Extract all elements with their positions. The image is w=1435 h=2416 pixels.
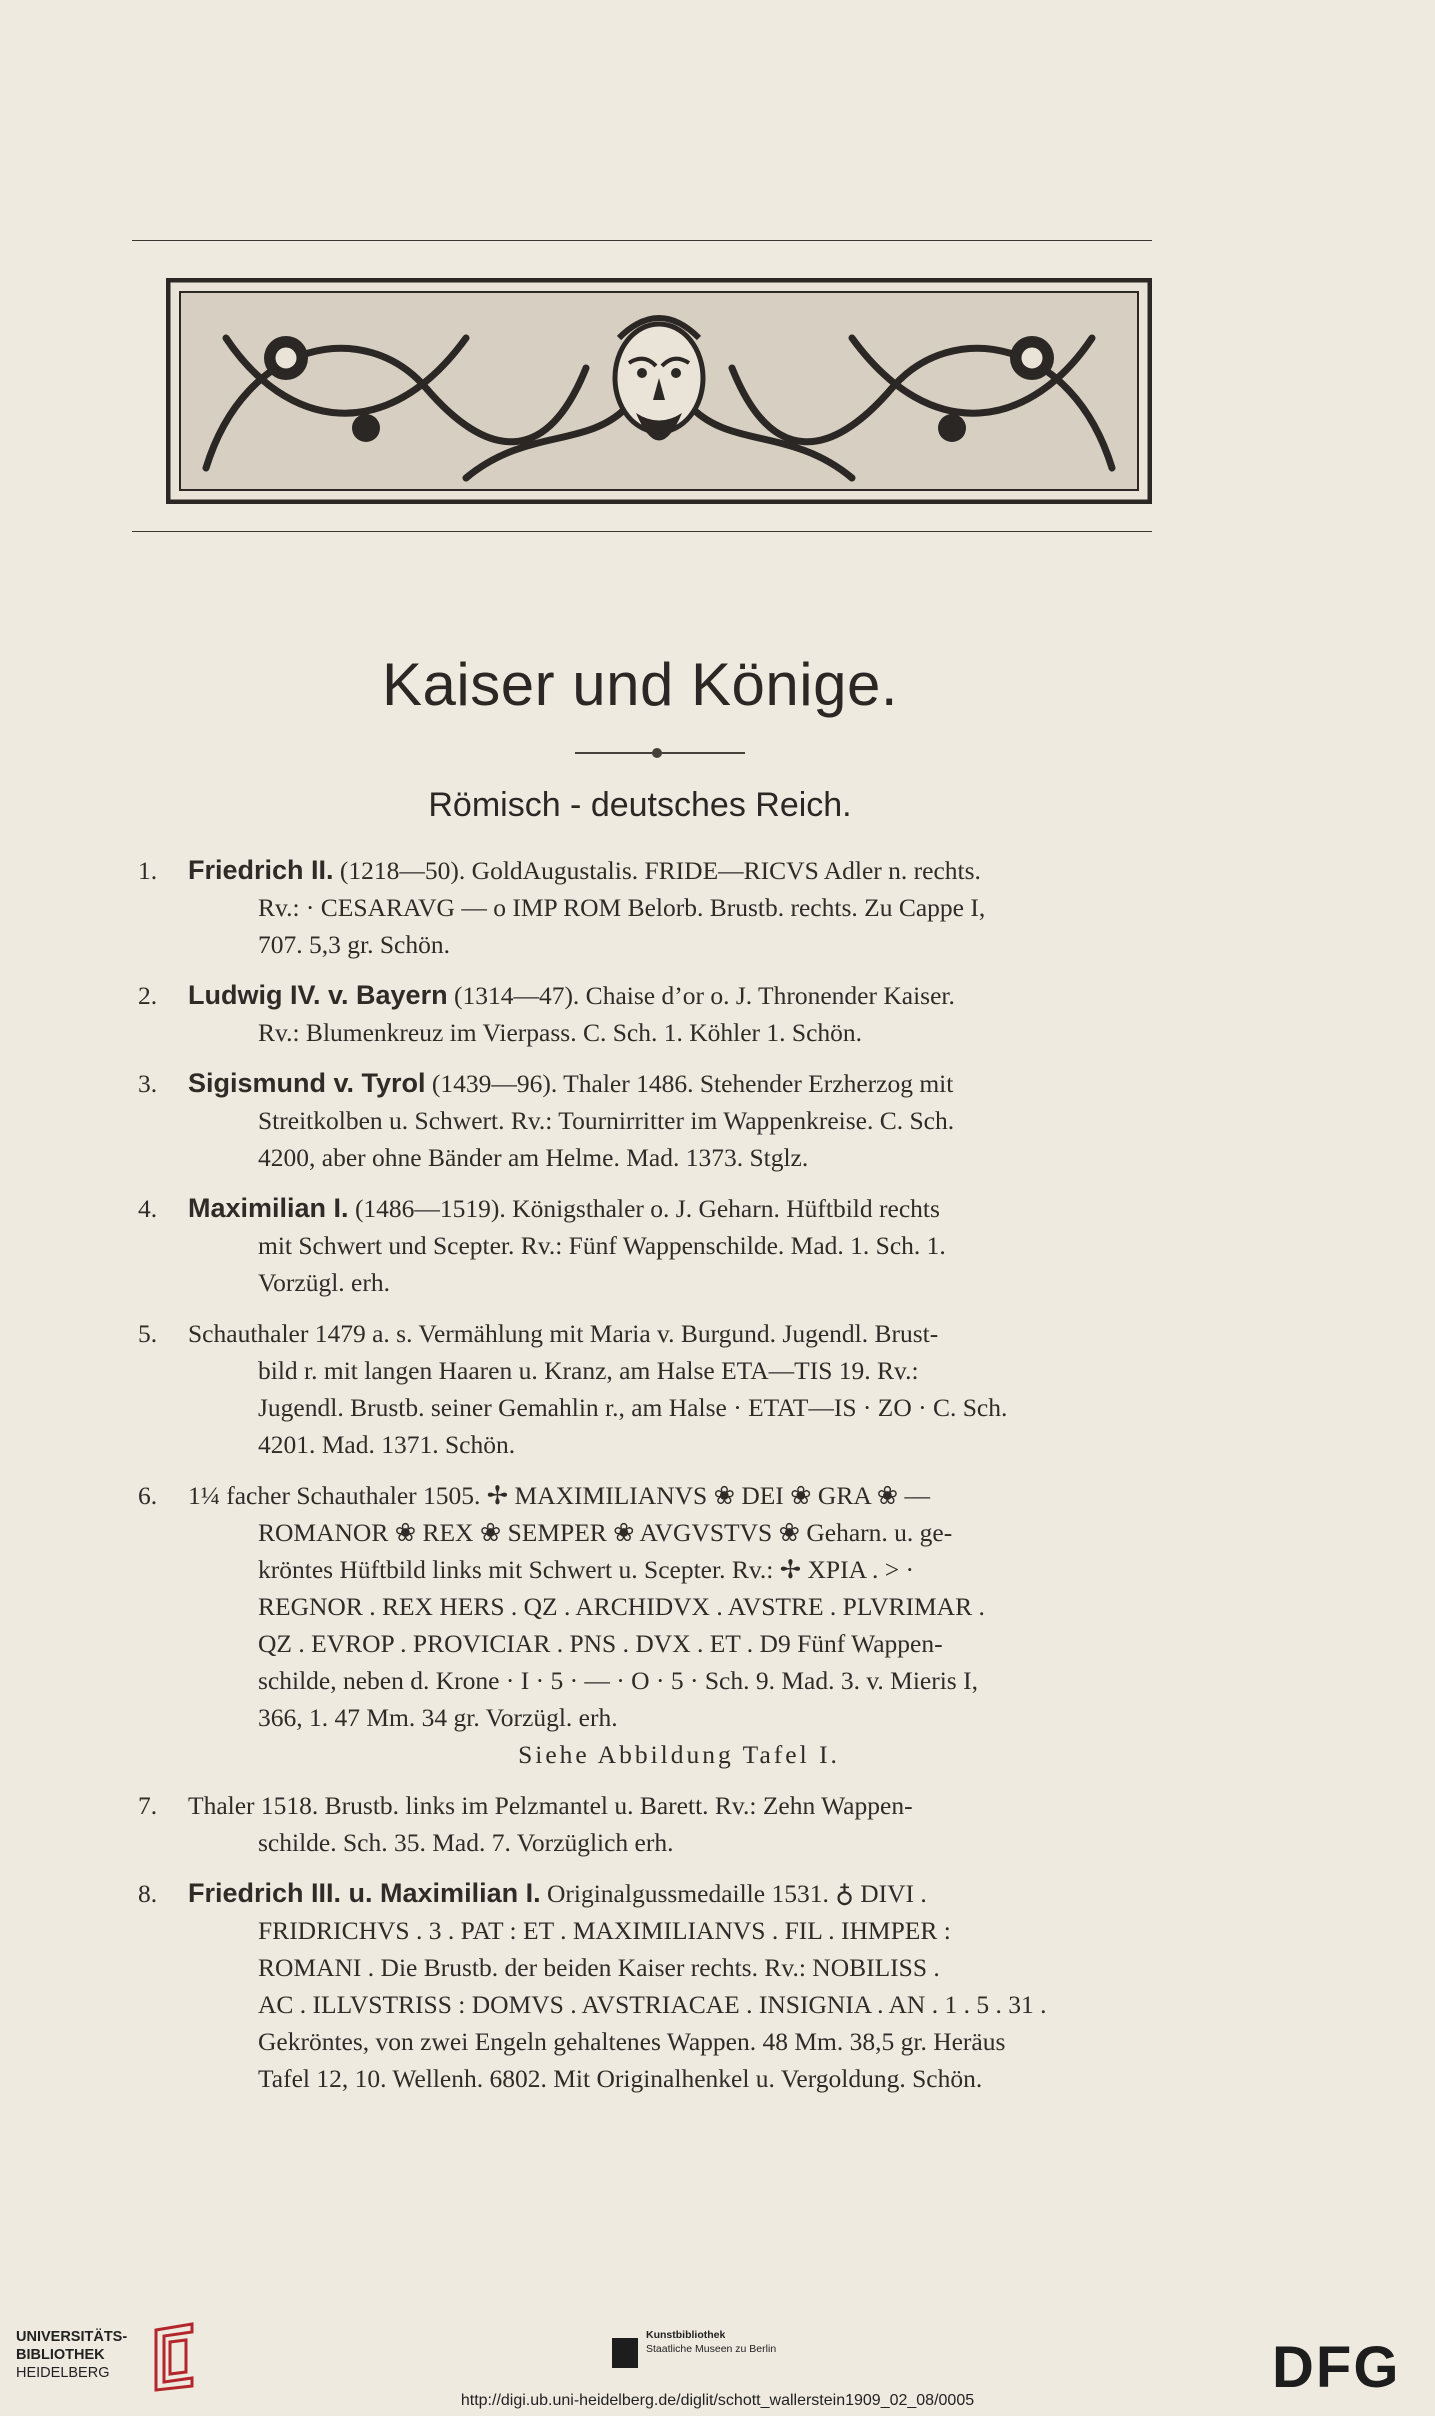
catalog-entries: [138, 852, 1170, 2111]
entry-line: kröntes Hüftbild links mit Schwert u. Scepter. Rv.: ✢ XPIA . > ·: [258, 1555, 914, 1584]
entry-text: (1439—96). Thaler 1486. Stehender Erzherzog mit: [425, 1069, 954, 1098]
entry-line: mit Schwert und Scepter. Rv.: Fünf Wappenschilde. Mad. 1. Sch. 1.: [258, 1231, 946, 1260]
entry-line: 4201. Mad. 1371. Schön.: [258, 1430, 516, 1459]
entry-name: Ludwig IV. v. Bayern: [188, 980, 448, 1010]
entry-line: Tafel 12, 10. Wellenh. 6802. Mit Originalhenkel u. Vergoldung. Schön.: [258, 2064, 983, 2093]
ub-logo-line: BIBLIOTHEK: [16, 2347, 105, 2363]
entry-line: Schauthaler 1479 a. s. Vermählung mit Maria v. Burgund. Jugendl. Brust-: [188, 1319, 939, 1348]
entry-line: Thaler 1518. Brustb. links im Pelzmantel u. Barett. Rv.: Zehn Wappen-: [188, 1791, 913, 1820]
dfg-logo[interactable]: DFG: [1272, 2335, 1401, 2400]
entry-line: 366, 1. 47 Mm. 34 gr. Vorzügl. erh.: [258, 1703, 618, 1732]
entry-number: 2.: [138, 981, 158, 1010]
entry-number: 3.: [138, 1069, 158, 1098]
entry-line: Streitkolben u. Schwert. Rv.: Tournirritter im Wappenkreise. C. Sch.: [258, 1106, 955, 1135]
entry-text: Originalgussmedaille 1531. ♁ DIVI .: [540, 1879, 927, 1908]
entry-line: Jugendl. Brustb. seiner Gemahlin r., am Halse · ETAT—IS · ZO · C. Sch.: [258, 1393, 1008, 1422]
entry-line: FRIDRICHVS . 3 . PAT : ET . MAXIMILIANVS . FIL . IHMPER :: [258, 1916, 951, 1945]
entry-number: 7.: [138, 1791, 158, 1820]
entry-line: Rv.: Blumenkreuz im Vierpass. C. Sch. 1. Köhler 1. Schön.: [258, 1018, 863, 1047]
entry-line: Rv.: · CESARAVG — o IMP ROM Belorb. Brustb. rechts. Zu Cappe I,: [258, 893, 986, 922]
entry-number: 4.: [138, 1194, 158, 1223]
kb-logo-line: Kunstbibliothek: [646, 2329, 726, 2341]
kb-logo-mark-icon: [612, 2338, 638, 2368]
kb-logo-line: Staatliche Museen zu Berlin: [646, 2343, 777, 2355]
entry-line: [188, 977, 1170, 1014]
entry-line: ROMANI . Die Brustb. der beiden Kaiser rechts. Rv.: NOBILISS .: [258, 1953, 940, 1982]
entry-line: [188, 1065, 1170, 1102]
entry-text: (1314—47). Chaise d’or o. J. Thronender Kaiser.: [447, 981, 955, 1010]
catalog-entry-6: [138, 1477, 1170, 1773]
entry-line: bild r. mit langen Haaren u. Kranz, am Halse ETA—TIS 19. Rv.:: [258, 1356, 919, 1385]
entry-line: 707. 5,3 gr. Schön.: [258, 930, 450, 959]
entry-line: [188, 1190, 1170, 1227]
permalink-url[interactable]: http://digi.ub.uni-heidelberg.de/diglit/schott_wallerstein1909_02_08/0005: [460, 2392, 975, 2409]
catalog-entry-3: [138, 1065, 1170, 1176]
entry-name: Maximilian I.: [188, 1193, 349, 1223]
catalog-entry-7: [138, 1787, 1170, 1861]
entry-line: [188, 852, 1170, 889]
entry-number: 6.: [138, 1481, 158, 1510]
ornament-header-vignette: [166, 278, 1152, 504]
entry-line: 4200, aber ohne Bänder am Helme. Mad. 1373. Stglz.: [258, 1143, 809, 1172]
ub-logo-line: HEIDELBERG: [16, 2365, 110, 2381]
catalog-entry-2: [138, 977, 1170, 1051]
entry-line: 1¼ facher Schauthaler 1505. ✢ MAXIMILIANVS ❀ DEI ❀ GRA ❀ —: [188, 1481, 930, 1510]
catalog-entry-4: [138, 1190, 1170, 1301]
entry-line: AC . ILLVSTRISS : DOMVS . AVSTRIACAE . INSIGNIA . AN . 1 . 5 . 31 .: [258, 1990, 1047, 2019]
ub-logo-mark-icon: [148, 2322, 204, 2392]
section-subtitle: Römisch - deutsches Reich.: [428, 786, 852, 824]
entry-line: [188, 1875, 1170, 1912]
entry-line: schilde, neben d. Krone · I · 5 · — · O · 5 · Sch. 9. Mad. 3. v. Mieris I,: [258, 1666, 978, 1695]
entry-line: Gekröntes, von zwei Engeln gehaltenes Wappen. 48 Mm. 38,5 gr. Heräus: [258, 2027, 1006, 2056]
catalog-entry-5: [138, 1315, 1170, 1463]
entry-name: Friedrich II.: [188, 855, 334, 885]
entry-text: (1218—50). GoldAugustalis. FRIDE—RICVS Adler n. rechts.: [333, 856, 981, 885]
entry-number: 5.: [138, 1319, 158, 1348]
title-divider-dot: [652, 748, 662, 758]
entry-line: ROMANOR ❀ REX ❀ SEMPER ❀ AVGVSTVS ❀ Geharn. u. ge-: [258, 1518, 953, 1547]
entry-line: schilde. Sch. 35. Mad. 7. Vorzüglich erh.: [258, 1828, 674, 1857]
entry-name: Friedrich III. u. Maximilian I.: [188, 1878, 541, 1908]
entry-number: 1.: [138, 856, 158, 885]
page-title: Kaiser und Könige.: [381, 651, 898, 718]
entry-line: REGNOR . REX HERS . QZ . ARCHIDVX . AVSTRE . PLVRIMAR .: [258, 1592, 985, 1621]
entry-name: Sigismund v. Tyrol: [188, 1068, 426, 1098]
plate-reference-note: Siehe Abbildung Tafel I.: [518, 1740, 840, 1769]
catalog-entry-8: [138, 1875, 1170, 2097]
entry-line: Vorzügl. erh.: [258, 1268, 390, 1297]
catalog-entry-1: [138, 852, 1170, 963]
entry-text: (1486—1519). Königsthaler o. J. Geharn. Hüftbild rechts: [348, 1194, 940, 1223]
entry-line: QZ . EVROP . PROVICIAR . PNS . DVX . ET . D9 Fünf Wappen-: [258, 1629, 943, 1658]
entry-number: 8.: [138, 1879, 158, 1908]
ub-logo-line: UNIVERSITÄTS-: [16, 2329, 128, 2345]
